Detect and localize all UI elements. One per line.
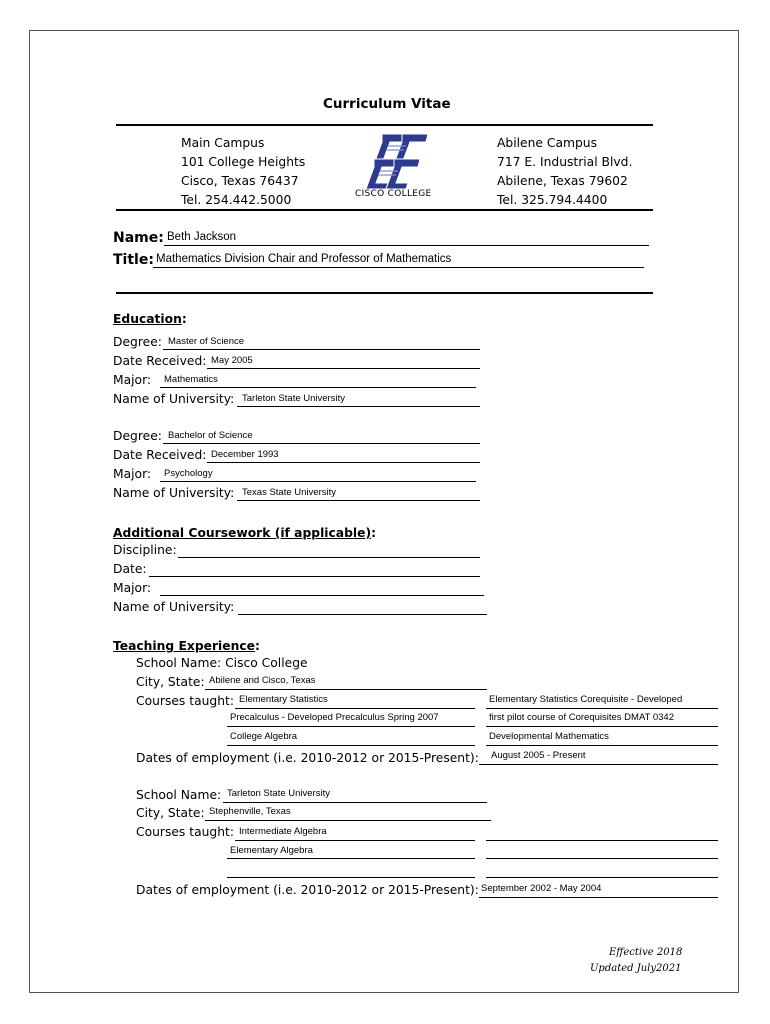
field-line xyxy=(227,858,475,859)
abilene-campus-line: 717 E. Industrial Blvd. xyxy=(497,155,633,169)
education-heading-colon: : xyxy=(181,312,187,326)
field-line xyxy=(486,840,718,841)
field-line xyxy=(160,387,476,388)
city-state-label: City, State: xyxy=(136,806,205,820)
field-line xyxy=(237,406,480,407)
course-item: Developmental Mathematics xyxy=(489,731,609,742)
major-value: Psychology xyxy=(164,468,213,479)
course-item: Intermediate Algebra xyxy=(239,826,327,837)
abilene-campus-line: Tel. 325.794.4400 xyxy=(497,193,608,207)
cisco-college-logo xyxy=(352,131,442,205)
field-line xyxy=(163,443,480,444)
date-label: Date: xyxy=(113,562,147,576)
major-label: Major: xyxy=(113,373,152,387)
field-line xyxy=(207,368,480,369)
school-name-value: Tarleton State University xyxy=(227,788,330,799)
degree-label: Degree: xyxy=(113,429,162,443)
education-heading-text: Education xyxy=(113,312,182,326)
abilene-campus-address xyxy=(497,134,632,210)
date-received-value: May 2005 xyxy=(211,355,253,366)
teaching-heading xyxy=(113,637,260,655)
field-line xyxy=(160,481,476,482)
abilene-campus-line: Abilene Campus xyxy=(497,136,597,150)
university-label: Name of University: xyxy=(113,486,235,500)
field-line xyxy=(235,708,475,709)
name-value: Beth Jackson xyxy=(167,231,237,243)
field-line xyxy=(486,745,718,746)
title-field-line xyxy=(153,267,644,268)
school-name-row xyxy=(136,656,308,670)
university-label: Name of University: xyxy=(113,600,235,614)
field-line xyxy=(227,745,475,746)
name-field-line xyxy=(164,245,649,246)
course-item: Elementary Statistics xyxy=(239,694,328,705)
field-line xyxy=(238,614,487,615)
school-name-value: Cisco College xyxy=(225,656,308,670)
dates-employment-label: Dates of employment (i.e. 2010-2012 or 2015-Present): xyxy=(136,751,479,765)
header-rule-bottom xyxy=(116,209,653,211)
field-line xyxy=(486,858,718,859)
education-heading xyxy=(113,310,187,328)
city-state-value: Abilene and Cisco, Texas xyxy=(209,675,316,686)
abilene-campus-line: Abilene, Texas 79602 xyxy=(497,174,628,188)
city-state-label: City, State: xyxy=(136,675,205,689)
school-name-label: School Name: xyxy=(136,656,222,670)
field-line xyxy=(227,877,475,878)
field-line xyxy=(223,802,487,803)
field-line xyxy=(149,576,480,577)
dates-employment-label: Dates of employment (i.e. 2010-2012 or 2015-Present): xyxy=(136,883,479,897)
name-label: Name: xyxy=(113,230,164,246)
main-campus-line: 101 College Heights xyxy=(181,155,306,169)
date-received-value: December 1993 xyxy=(211,449,279,460)
footer-updated: Updated July2021 xyxy=(590,963,682,974)
course-item: Elementary Statistics Corequisite - Developed xyxy=(489,694,683,705)
courses-label: Courses taught: xyxy=(136,825,234,839)
section-rule xyxy=(116,292,653,294)
school-name-label: School Name: xyxy=(136,788,222,802)
field-line xyxy=(486,877,718,878)
cc-logo-icon xyxy=(352,131,442,191)
additional-heading xyxy=(113,524,376,542)
field-line xyxy=(235,840,475,841)
main-campus-line: Main Campus xyxy=(181,136,265,150)
field-line xyxy=(160,595,484,596)
field-line xyxy=(163,349,480,350)
university-value: Tarleton State University xyxy=(242,393,345,404)
field-line xyxy=(205,689,487,690)
title-value: Mathematics Division Chair and Professor of Mathematics xyxy=(156,253,452,265)
degree-value: Bachelor of Science xyxy=(168,430,253,441)
additional-heading-colon: : xyxy=(371,526,376,540)
field-line xyxy=(486,708,718,709)
field-line xyxy=(178,557,480,558)
dates-employment-value: August 2005 - Present xyxy=(491,750,586,761)
field-line xyxy=(486,726,718,727)
logo-caption: CISCO COLLEGE xyxy=(355,189,432,199)
course-item: Precalculus - Developed Precalculus Spring 2007 xyxy=(230,712,439,723)
field-line xyxy=(237,500,480,501)
course-item: Elementary Algebra xyxy=(230,845,313,856)
teaching-heading-text: Teaching Experience xyxy=(113,639,255,653)
teaching-heading-colon: : xyxy=(254,639,260,653)
document-title: Curriculum Vitae xyxy=(323,96,451,112)
header-rule-top xyxy=(116,124,653,126)
date-received-label: Date Received: xyxy=(113,448,207,462)
degree-value: Master of Science xyxy=(168,336,245,347)
discipline-label: Discipline: xyxy=(113,543,177,557)
additional-heading-text: Additional Coursework (if applicable) xyxy=(113,526,372,540)
major-label: Major: xyxy=(113,467,152,481)
date-received-label: Date Received: xyxy=(113,354,207,368)
university-value: Texas State University xyxy=(242,487,336,498)
university-label: Name of University: xyxy=(113,392,235,406)
city-state-value: Stephenville, Texas xyxy=(209,806,291,817)
degree-label: Degree: xyxy=(113,335,162,349)
field-line xyxy=(207,462,480,463)
main-campus-address xyxy=(181,134,305,210)
footer-effective: Effective 2018 xyxy=(609,947,683,958)
field-line xyxy=(479,764,718,765)
title-label: Title: xyxy=(113,252,154,268)
dates-employment-value: September 2002 - May 2004 xyxy=(481,883,602,894)
course-item: first pilot course of Corequisites DMAT 0342 xyxy=(489,712,674,723)
main-campus-line: Tel. 254.442.5000 xyxy=(181,193,292,207)
field-line xyxy=(205,820,491,821)
course-item: College Algebra xyxy=(230,731,298,742)
major-value: Mathematics xyxy=(164,374,218,385)
major-label: Major: xyxy=(113,581,152,595)
field-line xyxy=(227,726,475,727)
main-campus-line: Cisco, Texas 76437 xyxy=(181,174,299,188)
field-line xyxy=(479,897,718,898)
courses-label: Courses taught: xyxy=(136,694,234,708)
